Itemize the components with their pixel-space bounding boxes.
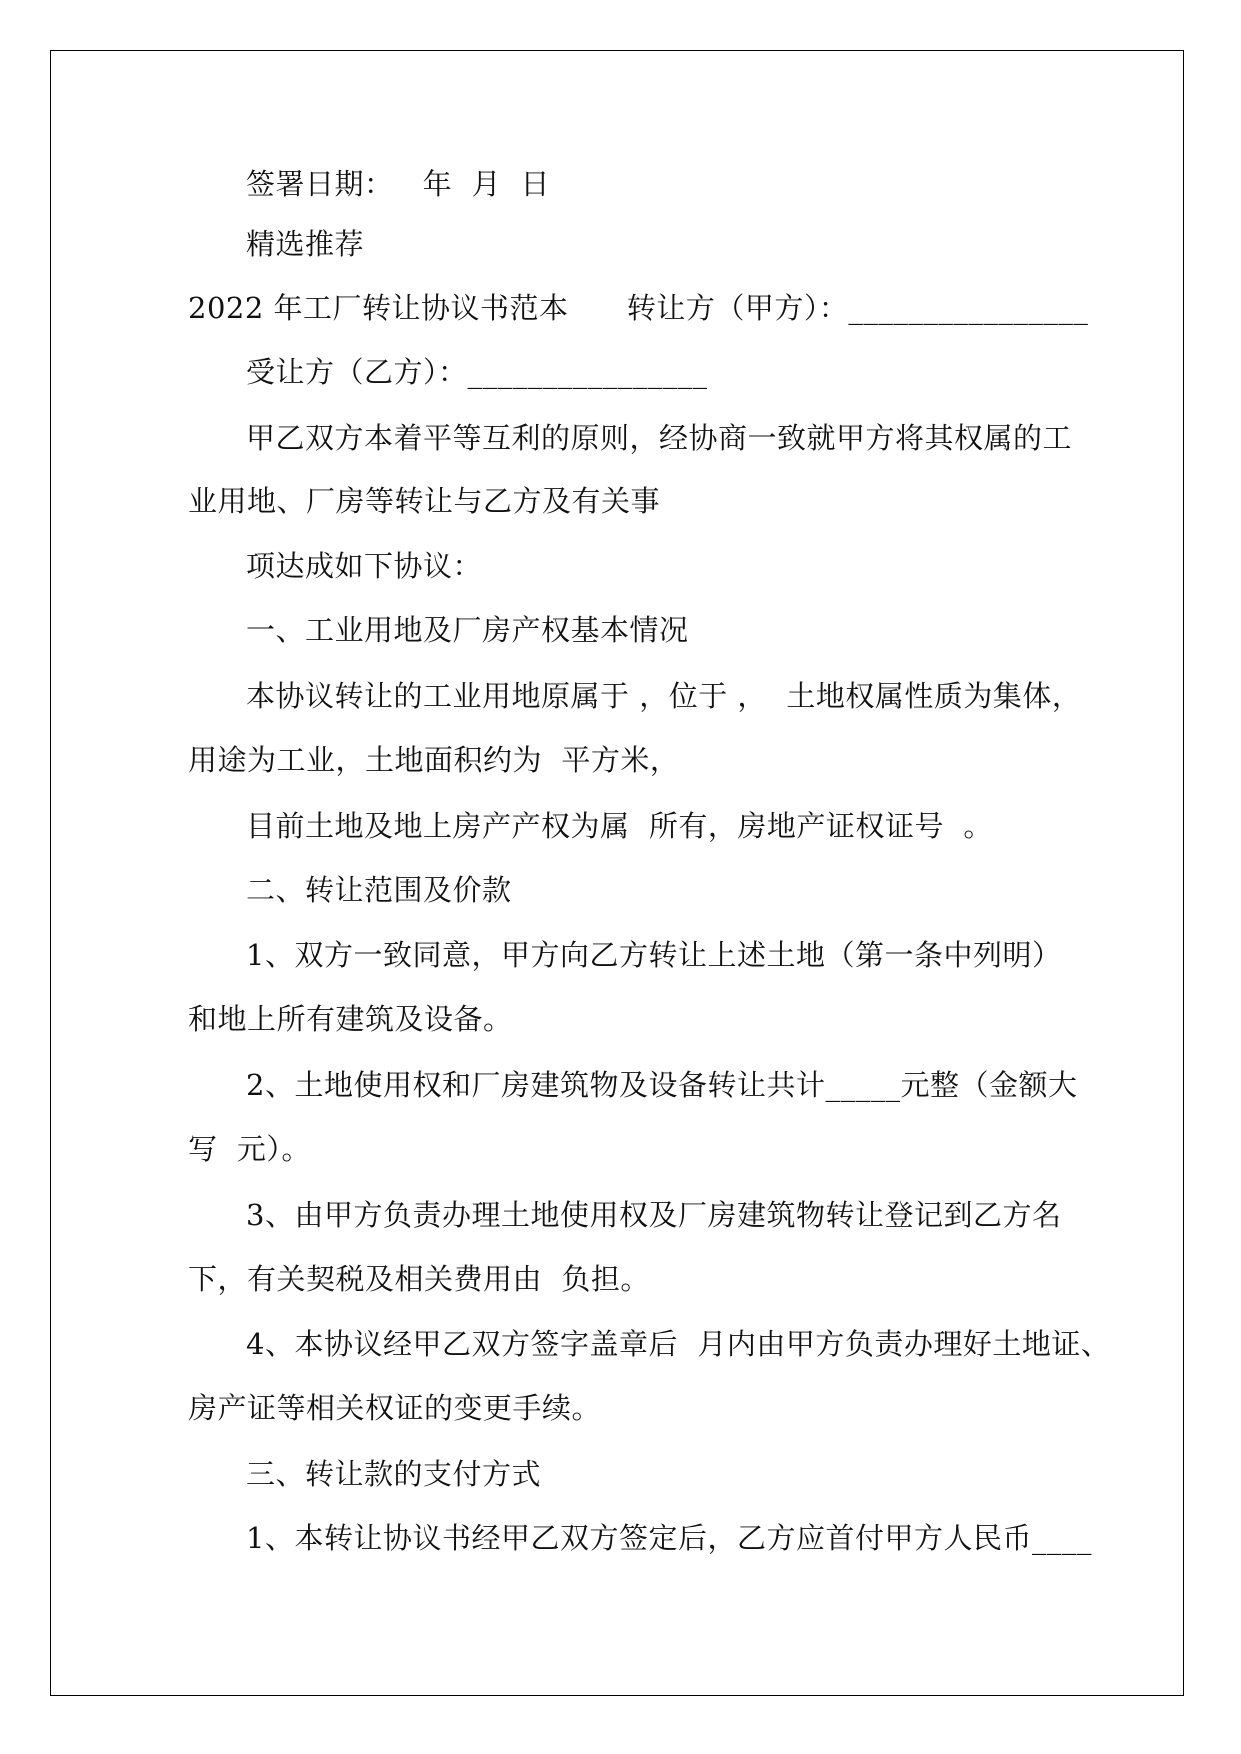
signing-date-line: 签署日期： 年 月 日 bbox=[246, 167, 551, 201]
clause-2-3-cont: 下，有关契税及相关费用由 负担。 bbox=[188, 1262, 650, 1296]
clause-2-4-cont: 房产证等相关权证的变更手续。 bbox=[188, 1391, 602, 1425]
paragraph-line: 目前土地及地上房产产权为属 所有，房地产证权证号 。 bbox=[246, 809, 993, 843]
paragraph-line: 甲乙双方本着平等互利的原则，经协商一致就甲方将其权属的工 bbox=[246, 421, 1073, 455]
section-heading-1: 一、工业用地及厂房产权基本情况 bbox=[246, 613, 689, 647]
section-heading-3: 三、转让款的支付方式 bbox=[246, 1457, 542, 1491]
clause-2-2-cont: 写 元）。 bbox=[188, 1132, 311, 1166]
paragraph-line: 业用地、厂房等转让与乙方及有关事 bbox=[188, 484, 661, 518]
section-heading-2: 二、转让范围及价款 bbox=[246, 873, 512, 907]
title-transferor-line: 2022 年工厂转让协议书范本 转让方（甲方）：________________ bbox=[188, 291, 1089, 325]
clause-2-1-cont: 和地上所有建筑及设备。 bbox=[188, 1002, 513, 1036]
paragraph-line: 项达成如下协议： bbox=[246, 549, 483, 583]
clause-2-1: 1、双方一致同意，甲方向乙方转让上述土地（第一条中列明） bbox=[246, 938, 1062, 972]
clause-2-2: 2、土地使用权和厂房建筑物及设备转让共计_____元整（金额大 bbox=[246, 1068, 1078, 1102]
clause-3-1: 1、本转让协议书经甲乙双方签定后，乙方应首付甲方人民币____ bbox=[246, 1521, 1092, 1555]
clause-2-3: 3、由甲方负责办理土地使用权及厂房建筑物转让登记到乙方名 bbox=[246, 1198, 1062, 1232]
paragraph-line: 用途为工业，土地面积约为 平方米， bbox=[188, 743, 680, 777]
paragraph-line: 本协议转让的工业用地原属于 ，位于 ， 土地权属性质为集体， bbox=[246, 679, 1082, 713]
recommended-heading: 精选推荐 bbox=[246, 227, 365, 261]
transferee-line: 受让方（乙方）：________________ bbox=[246, 355, 708, 389]
clause-2-4: 4、本协议经甲乙双方签字盖章后 月内由甲方负责办理好土地证、 bbox=[246, 1327, 1111, 1361]
